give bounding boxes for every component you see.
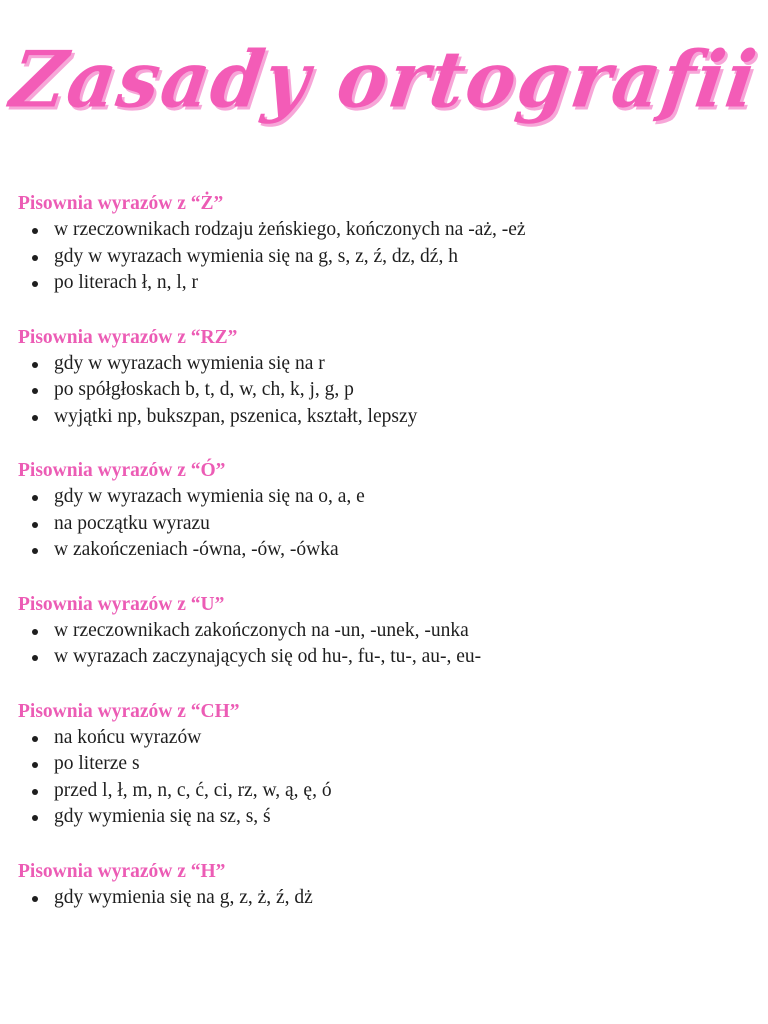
rule-item	[18, 404, 738, 431]
bullet-icon	[32, 388, 38, 394]
rule-text: wyjątki np, bukszpan, pszenica, kształt, lepszy	[54, 405, 418, 427]
bullet-icon	[32, 255, 38, 261]
rule-text: po spółgłoskach b, t, d, w, ch, k, j, g, p	[54, 379, 354, 400]
bullet-icon	[32, 629, 38, 635]
section-h	[18, 858, 738, 912]
rule-item	[18, 511, 738, 538]
section-heading: Pisownia wyrazów z “H”	[18, 860, 226, 882]
bullet-icon	[32, 522, 38, 528]
section-o-acute	[18, 457, 738, 564]
rule-item	[18, 751, 738, 778]
rule-item	[18, 217, 738, 244]
rule-text: po literze s	[54, 753, 140, 774]
rule-text: gdy wymienia się na sz, s, ś	[54, 806, 271, 827]
rule-item	[18, 618, 738, 645]
section-u	[18, 591, 738, 671]
rule-item	[18, 804, 738, 831]
section-heading: Pisownia wyrazów z “CH”	[18, 700, 240, 722]
rule-item	[18, 270, 738, 297]
bullet-icon	[32, 415, 38, 421]
rule-text: gdy w wyrazach wymienia się na o, a, e	[54, 486, 365, 507]
section-heading: Pisownia wyrazów z “Ó”	[18, 460, 226, 481]
rule-text: na końcu wyrazów	[54, 726, 202, 748]
bullet-icon	[32, 736, 38, 742]
rule-text: przed l, ł, m, n, c, ć, ci, rz, w, ą, ę, ó	[54, 779, 332, 801]
rule-item	[18, 644, 738, 671]
rule-list	[18, 885, 738, 912]
bullet-icon	[32, 362, 38, 368]
rule-text: w rzeczownikach zakończonych na -un, -unek, -unka	[54, 619, 469, 641]
bullet-icon	[32, 655, 38, 661]
rule-text: gdy wymienia się na g, z, ż, ź, dż	[54, 886, 313, 908]
rule-text: w zakończeniach -ówna, -ów, -ówka	[54, 539, 339, 560]
rule-item	[18, 778, 738, 805]
rule-item	[18, 377, 738, 404]
rule-text: na początku wyrazu	[54, 512, 210, 534]
bullet-icon	[32, 896, 38, 902]
bullet-icon	[32, 228, 38, 234]
rule-item	[18, 484, 738, 511]
bullet-icon	[32, 548, 38, 554]
rule-item	[18, 351, 738, 378]
page-title: Zasady ortografii	[5, 34, 763, 126]
rule-text: w wyrazach zaczynających się od hu-, fu-, tu-, au-, eu-	[54, 646, 482, 667]
rule-text: po literach ł, n, l, r	[54, 272, 199, 293]
bullet-icon	[32, 789, 38, 795]
rule-list	[18, 484, 738, 564]
rule-list	[18, 725, 738, 831]
rule-list	[18, 217, 738, 297]
rule-text: gdy w wyrazach wymienia się na g, s, z, ź, dz, dź, h	[54, 245, 458, 267]
title-container	[0, 30, 768, 150]
rule-item	[18, 725, 738, 752]
rule-item	[18, 885, 738, 912]
rule-list	[18, 618, 738, 671]
bullet-icon	[32, 815, 38, 821]
rules-content	[18, 190, 738, 938]
bullet-icon	[32, 281, 38, 287]
rule-text: w rzeczownikach rodzaju żeńskiego, kończonych na -aż, -eż	[54, 219, 526, 240]
section-heading: Pisownia wyrazów z “U”	[18, 593, 225, 615]
section-z-dot	[18, 190, 738, 297]
rule-list	[18, 351, 738, 431]
section-heading: Pisownia wyrazów z “Ż”	[18, 193, 224, 214]
rule-text: gdy w wyrazach wymienia się na r	[54, 352, 325, 374]
section-rz	[18, 324, 738, 431]
rule-item	[18, 244, 738, 271]
bullet-icon	[32, 762, 38, 768]
bullet-icon	[32, 495, 38, 501]
section-ch	[18, 698, 738, 831]
rule-item	[18, 537, 738, 564]
section-heading: Pisownia wyrazów z “RZ”	[18, 326, 238, 348]
